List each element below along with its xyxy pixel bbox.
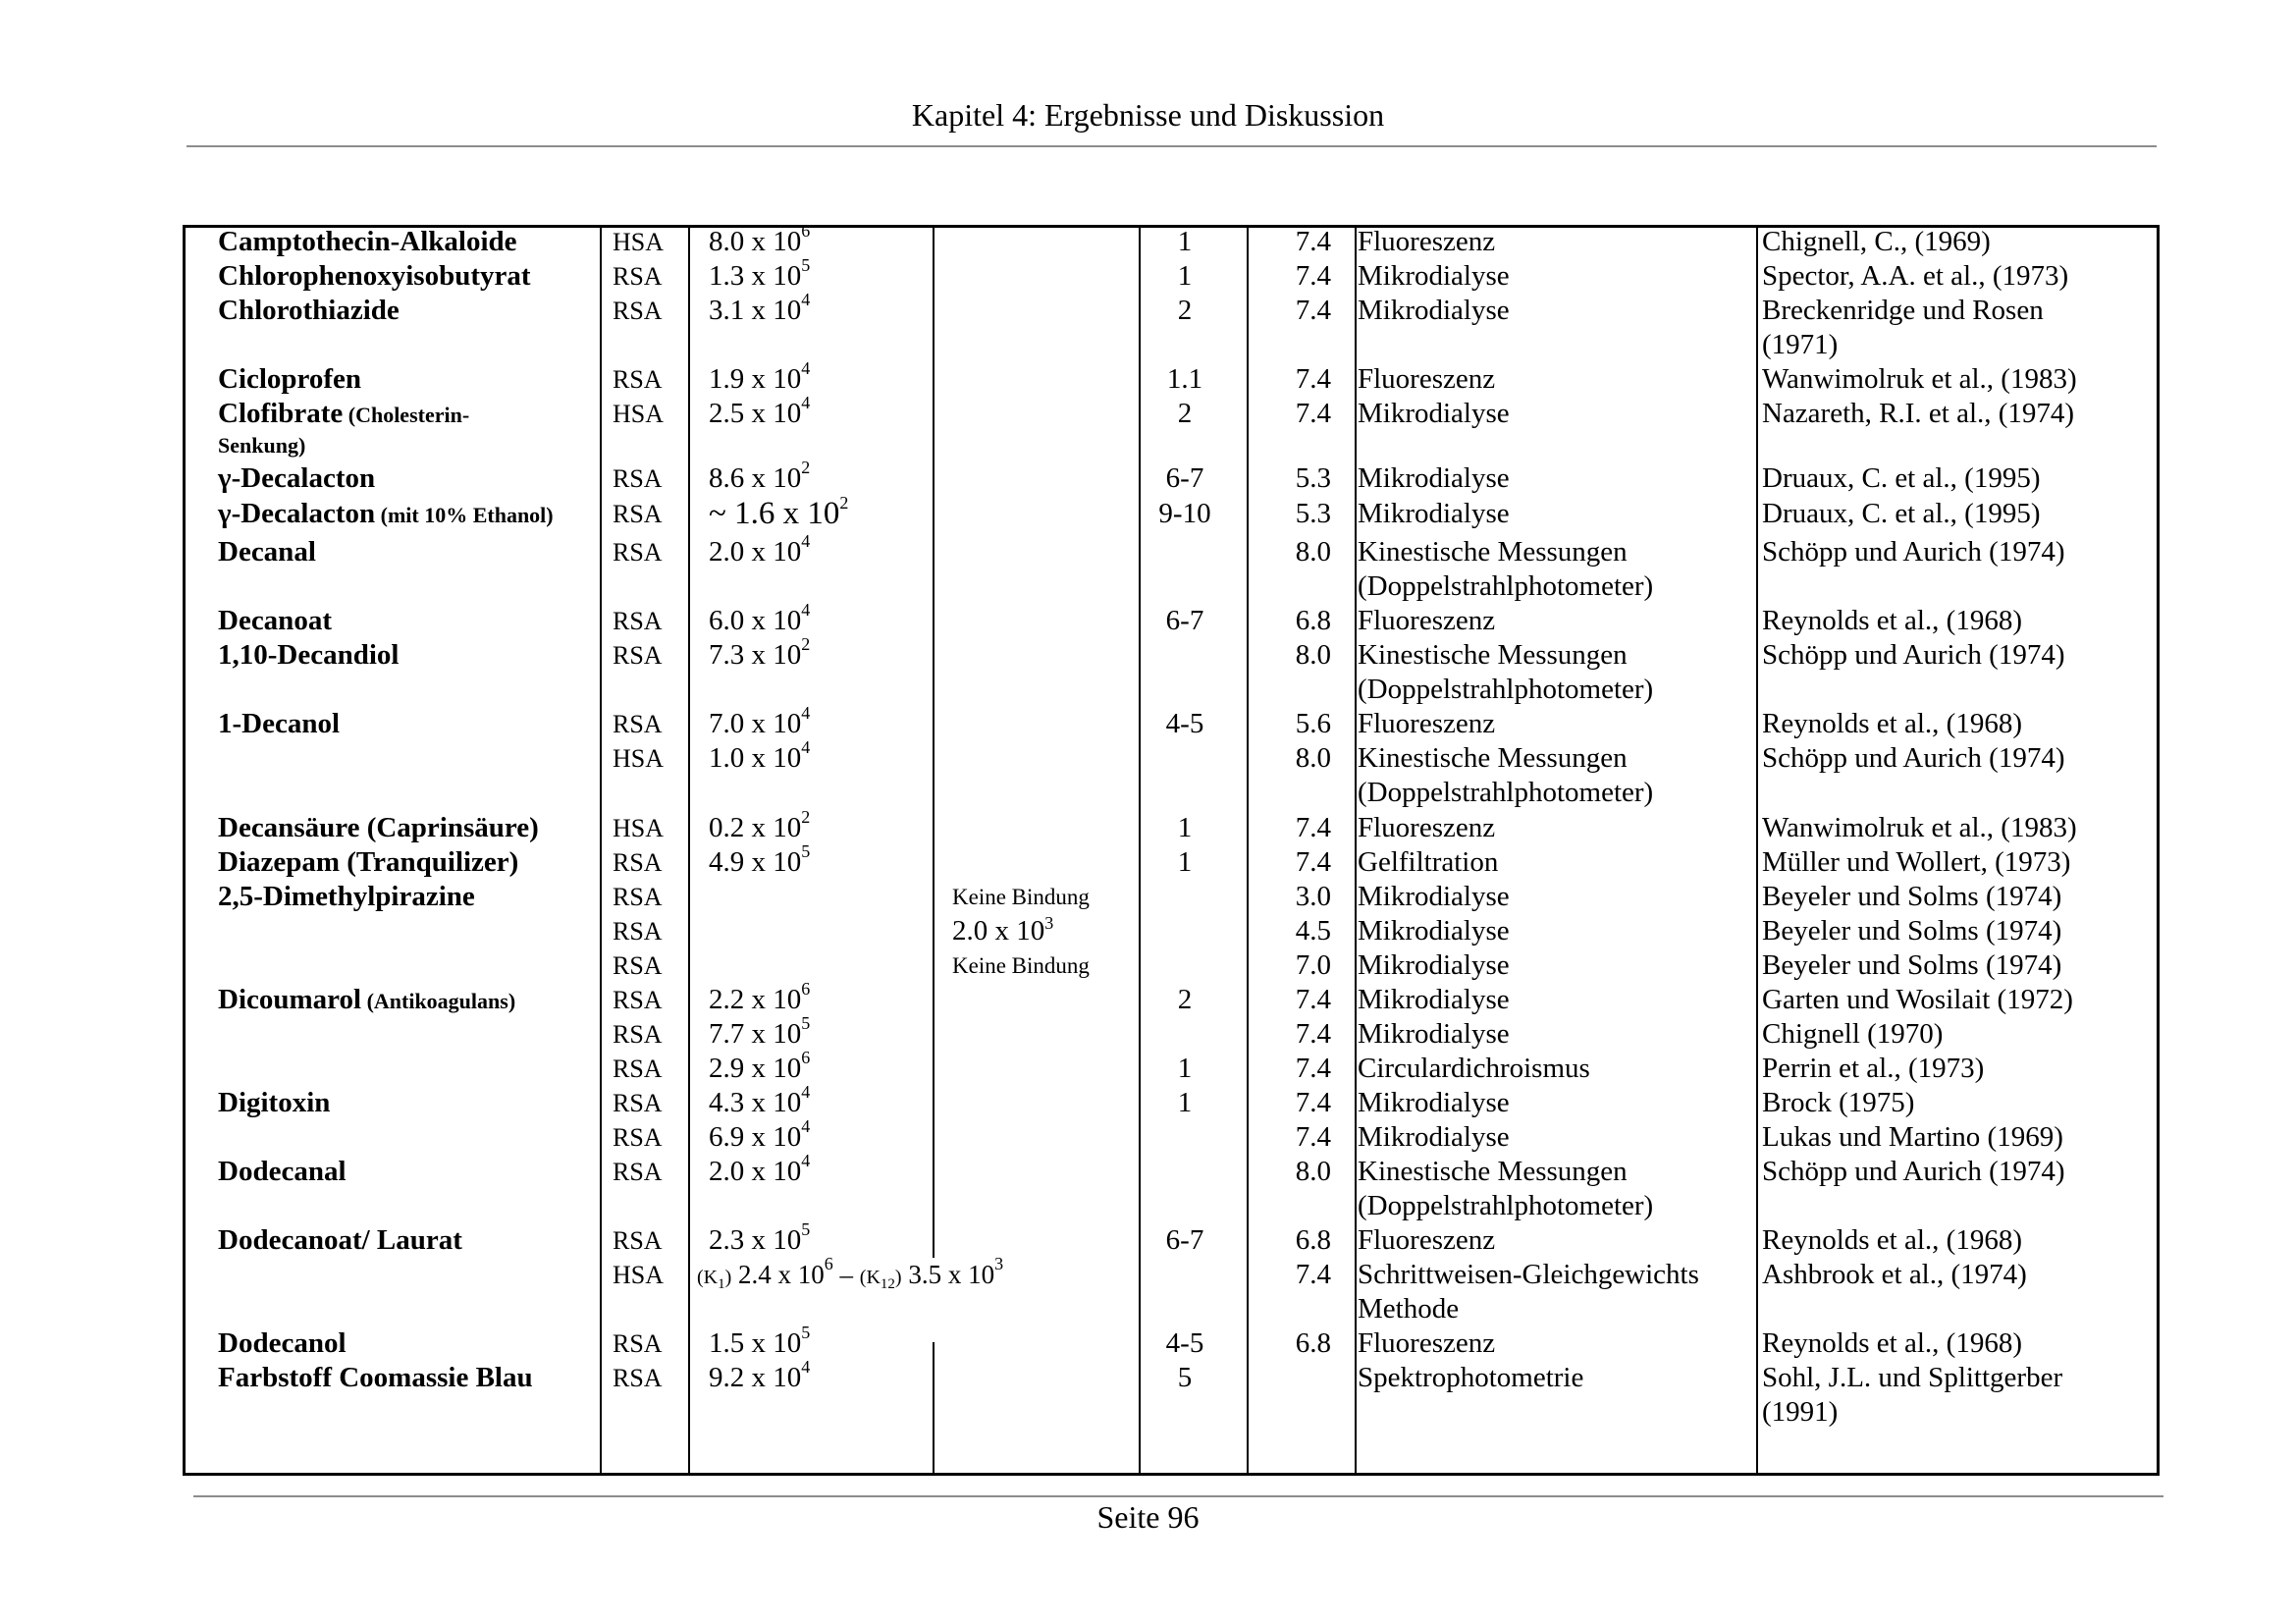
table-row xyxy=(0,1254,2296,1292)
n-cell: 4-5 xyxy=(1165,1327,1204,1359)
ph-cell: 5.3 xyxy=(1295,498,1331,529)
ph-cell: 5.3 xyxy=(1295,462,1331,494)
reference-cell: Brock (1975) xyxy=(1762,1087,1915,1118)
table-row xyxy=(0,948,2296,983)
substance-cell: 2,5-Dimethylpirazine xyxy=(218,881,475,912)
n-cell: 2 xyxy=(1177,295,1193,326)
method-cell: Fluoreszenz xyxy=(1358,363,1496,395)
method-cell: Fluoreszenz xyxy=(1358,812,1496,843)
table-row xyxy=(0,1323,2296,1361)
substance-cell: Dicoumarol (Antikoagulans) xyxy=(218,984,516,1015)
albumin-cell: RSA xyxy=(613,1089,663,1117)
reference-cell: Wanwimolruk et al., (1983) xyxy=(1762,812,2077,843)
ka-cell: 1.3 x $10^5$ xyxy=(709,255,811,292)
table-row xyxy=(0,428,2296,462)
ka-cell: 2.0 x $10^4$ xyxy=(709,1151,811,1187)
substance-cell: Dodecanol xyxy=(218,1327,347,1359)
table-row xyxy=(0,1357,2296,1395)
ka-cell: 2.2 x $10^6$ xyxy=(709,979,811,1015)
table-row xyxy=(0,1013,2296,1052)
method-cell: (Doppelstrahlphotometer) xyxy=(1358,1190,1654,1221)
ph-cell: 7.4 xyxy=(1295,1121,1331,1153)
k12-exponent: 3 xyxy=(994,1254,1004,1273)
ka-exponent: 4 xyxy=(801,531,811,551)
ka-exponent: 6 xyxy=(801,1048,811,1067)
albumin-cell: RSA xyxy=(613,1020,663,1049)
table-row xyxy=(0,841,2296,880)
ka-exponent: 4 xyxy=(801,393,811,412)
ka-exponent: 6 xyxy=(801,979,811,999)
method-cell: Mikrodialyse xyxy=(1358,949,1510,981)
ka-cell: 4.9 x $10^5$ xyxy=(709,841,811,878)
albumin-cell: RSA xyxy=(613,262,663,291)
ka-exponent: 4 xyxy=(801,737,811,757)
n-cell: 6-7 xyxy=(1165,605,1204,636)
table-row xyxy=(0,1189,2296,1223)
substance-cell: Decanoat xyxy=(218,605,332,636)
substance-cell: Dodecanoat/ Laurat xyxy=(218,1224,462,1256)
ph-cell: 7.4 xyxy=(1295,1018,1331,1050)
table-row xyxy=(0,1151,2296,1189)
method-cell: Kinestische Messungen xyxy=(1358,1156,1628,1187)
substance-cell: Senkung) xyxy=(218,433,306,458)
ph-cell: 7.4 xyxy=(1295,1259,1331,1290)
substance-cell: Diazepam (Tranquilizer) xyxy=(218,846,519,878)
reference-cell: Nazareth, R.I. et al., (1974) xyxy=(1762,398,2075,429)
method-cell: (Doppelstrahlphotometer) xyxy=(1358,570,1654,602)
albumin-cell: HSA xyxy=(613,814,665,842)
ph-cell: 7.4 xyxy=(1295,984,1331,1015)
albumin-cell: RSA xyxy=(613,500,663,528)
albumin-cell: HSA xyxy=(613,1261,665,1289)
ka-cell: 7.7 x $10^5$ xyxy=(709,1013,811,1050)
ph-cell: 7.4 xyxy=(1295,846,1331,878)
table-row xyxy=(0,1082,2296,1120)
albumin-cell: HSA xyxy=(613,744,665,773)
n-cell: 9-10 xyxy=(1158,498,1211,529)
reference-cell: Reynolds et al., (1968) xyxy=(1762,605,2022,636)
reference-cell: Perrin et al., (1973) xyxy=(1762,1053,1985,1084)
method-cell: (Doppelstrahlphotometer) xyxy=(1358,777,1654,808)
reference-cell: Breckenridge und Rosen xyxy=(1762,295,2044,326)
ka-exponent: 4 xyxy=(801,358,811,378)
reference-cell: Schöpp und Aurich (1974) xyxy=(1762,536,2065,568)
method-cell: Fluoreszenz xyxy=(1358,1224,1496,1256)
substance-note: (Cholesterin- xyxy=(343,403,470,427)
ka-cell: 1.5 x $10^5$ xyxy=(709,1323,811,1359)
ka-cell: 2.0 x $10^4$ xyxy=(709,531,811,568)
table-row xyxy=(0,1219,2296,1258)
n-cell: 1 xyxy=(1177,260,1193,292)
n-cell: 1 xyxy=(1177,812,1193,843)
ph-cell: 6.8 xyxy=(1295,605,1331,636)
method-cell: Mikrodialyse xyxy=(1358,1121,1510,1153)
ka-exponent: 2 xyxy=(801,634,811,654)
reference-cell: Sohl, J.L. und Splittgerber xyxy=(1762,1362,2063,1393)
method-cell: Spektrophotometrie xyxy=(1358,1362,1584,1393)
substance-cell: Digitoxin xyxy=(218,1087,331,1118)
ph-cell: 6.8 xyxy=(1295,1327,1331,1359)
substance-cell: Camptothecin-Alkaloide xyxy=(218,226,517,257)
albumin-cell: RSA xyxy=(613,538,663,567)
method-cell: Fluoreszenz xyxy=(1358,708,1496,739)
ka-exponent: 2 xyxy=(801,458,811,477)
ka-cell: 1.9 x $10^4$ xyxy=(709,358,811,395)
method-cell: Mikrodialyse xyxy=(1358,984,1510,1015)
table-row xyxy=(0,776,2296,810)
substance-cell: 1-Decanol xyxy=(218,708,341,739)
n-cell: 4-5 xyxy=(1165,708,1204,739)
method-cell: Circulardichroismus xyxy=(1358,1053,1590,1084)
table-row xyxy=(0,807,2296,845)
method-cell: Fluoreszenz xyxy=(1358,1327,1496,1359)
table-row xyxy=(0,531,2296,569)
k2-exponent: 3 xyxy=(1044,913,1054,933)
n-cell: 2 xyxy=(1177,984,1193,1015)
albumin-cell: RSA xyxy=(613,917,663,946)
ka-cell: 8.6 x $10^2$ xyxy=(709,458,811,494)
k2-cell: 2.0 x $10^3$ xyxy=(952,913,1054,947)
table-row xyxy=(0,393,2296,431)
albumin-cell: RSA xyxy=(613,848,663,877)
method-cell: Schrittweisen-Gleichgewichts xyxy=(1358,1259,1699,1290)
ph-cell: 8.0 xyxy=(1295,639,1331,671)
ph-cell: 7.4 xyxy=(1295,1053,1331,1084)
method-cell: Mikrodialyse xyxy=(1358,295,1510,326)
substance-cell: Cicloprofen xyxy=(218,363,362,395)
ka-exponent: 6 xyxy=(801,221,811,241)
method-cell: Gelfiltration xyxy=(1358,846,1499,878)
page-header: Kapitel 4: Ergebnisse und Diskussion xyxy=(911,97,1385,133)
method-cell: Mikrodialyse xyxy=(1358,398,1510,429)
albumin-cell: RSA xyxy=(613,365,663,394)
substance-cell: γ-Decalacton xyxy=(218,462,376,494)
reference-cell: Chignell (1970) xyxy=(1762,1018,1944,1050)
method-cell: Mikrodialyse xyxy=(1358,881,1510,912)
albumin-cell: RSA xyxy=(613,1329,663,1358)
substance-note: (Antikoagulans) xyxy=(361,989,516,1013)
ka-cell: 6.0 x $10^4$ xyxy=(709,600,811,636)
k1-label: $(K_1)$ xyxy=(697,1267,732,1292)
ka-cell: $(K_1)$ 2.4 x $10^6 - (K_{12})$ 3.5 x $10^3$ xyxy=(697,1254,1004,1292)
table-row xyxy=(0,1395,2296,1430)
ph-cell: 4.5 xyxy=(1295,915,1331,947)
ka-exponent: 5 xyxy=(801,1219,811,1239)
table-row xyxy=(0,914,2296,948)
table-row xyxy=(0,221,2296,259)
reference-cell: Reynolds et al., (1968) xyxy=(1762,708,2022,739)
ph-cell: 7.4 xyxy=(1295,1087,1331,1118)
albumin-cell: HSA xyxy=(613,400,665,428)
k2-cell: Keine Bindung xyxy=(952,953,1090,978)
table-row xyxy=(0,673,2296,707)
reference-cell: Lukas und Martino (1969) xyxy=(1762,1121,2063,1153)
albumin-cell: RSA xyxy=(613,464,663,493)
reference-cell: Druaux, C. et al., (1995) xyxy=(1762,462,2041,494)
ka-cell: 1.0 x $10^4$ xyxy=(709,737,811,774)
n-cell: 1 xyxy=(1177,846,1193,878)
albumin-cell: RSA xyxy=(613,1226,663,1255)
albumin-cell: RSA xyxy=(613,297,663,325)
table-row xyxy=(0,1116,2296,1155)
ph-cell: 7.4 xyxy=(1295,260,1331,292)
ka-exponent: 4 xyxy=(801,1082,811,1102)
albumin-cell: RSA xyxy=(613,1123,663,1152)
reference-cell: Schöpp und Aurich (1974) xyxy=(1762,639,2065,671)
ka-cell: 7.3 x $10^2$ xyxy=(709,634,811,671)
ph-cell: 7.4 xyxy=(1295,363,1331,395)
albumin-cell: RSA xyxy=(613,710,663,738)
ka-cell: 9.2 x $10^4$ xyxy=(709,1357,811,1393)
substance-cell: Dodecanal xyxy=(218,1156,347,1187)
ph-cell: 7.4 xyxy=(1295,812,1331,843)
ka-cell: 0.2 x $10^2$ xyxy=(709,807,811,843)
table-row xyxy=(0,703,2296,741)
method-cell: Mikrodialyse xyxy=(1358,1087,1510,1118)
albumin-cell: RSA xyxy=(613,1158,663,1186)
method-cell: (Doppelstrahlphotometer) xyxy=(1358,674,1654,705)
method-cell: Mikrodialyse xyxy=(1358,1018,1510,1050)
table-row xyxy=(0,255,2296,294)
n-cell: 1 xyxy=(1177,1053,1193,1084)
albumin-cell: RSA xyxy=(613,641,663,670)
method-cell: Mikrodialyse xyxy=(1358,498,1510,529)
table-row xyxy=(0,569,2296,604)
substance-cell: Decanal xyxy=(218,536,316,568)
method-cell: Mikrodialyse xyxy=(1358,260,1510,292)
substance-cell: Clofibrate (Cholesterin- xyxy=(218,398,470,429)
ka-exponent: 4 xyxy=(801,600,811,620)
ph-cell: 7.4 xyxy=(1295,295,1331,326)
reference-cell: Druaux, C. et al., (1995) xyxy=(1762,498,2041,529)
ka-exponent: 5 xyxy=(801,1013,811,1033)
ka-cell: 7.0 x $10^4$ xyxy=(709,703,811,739)
reference-cell: Chignell, C., (1969) xyxy=(1762,226,1991,257)
ph-cell: 7.4 xyxy=(1295,398,1331,429)
reference-cell: Wanwimolruk et al., (1983) xyxy=(1762,363,2077,395)
ka-exponent: 2 xyxy=(801,807,811,827)
table-row xyxy=(0,634,2296,673)
ka-cell: ~ 1.6 x $10^2$ xyxy=(709,493,849,531)
ka-exponent: 2 xyxy=(839,493,849,513)
table-row xyxy=(0,328,2296,362)
albumin-cell: RSA xyxy=(613,986,663,1014)
ka-cell: 3.1 x $10^4$ xyxy=(709,290,811,326)
k1-subscript: 1 xyxy=(718,1276,725,1292)
table-row xyxy=(0,358,2296,397)
ka-exponent: 4 xyxy=(801,1151,811,1170)
substance-cell: Chlorothiazide xyxy=(218,295,400,326)
ph-cell: 8.0 xyxy=(1295,1156,1331,1187)
k1-exponent: 6 xyxy=(824,1254,833,1273)
reference-cell: Beyeler und Solms (1974) xyxy=(1762,881,2062,912)
ka-exponent: 5 xyxy=(801,841,811,861)
k2-cell: Keine Bindung xyxy=(952,885,1090,909)
reference-cell: Beyeler und Solms (1974) xyxy=(1762,949,2062,981)
method-cell: Mikrodialyse xyxy=(1358,915,1510,947)
ka-exponent: 4 xyxy=(801,1357,811,1377)
ka-cell: 4.3 x $10^4$ xyxy=(709,1082,811,1118)
ph-cell: 6.8 xyxy=(1295,1224,1331,1256)
table-row xyxy=(0,737,2296,776)
n-cell: 5 xyxy=(1177,1362,1193,1393)
ka-exponent: 4 xyxy=(801,703,811,723)
n-cell: 1 xyxy=(1177,226,1193,257)
reference-cell: Müller und Wollert, (1973) xyxy=(1762,846,2071,878)
ph-cell: 8.0 xyxy=(1295,742,1331,774)
ka-exponent: 5 xyxy=(801,255,811,275)
ph-cell: 7.4 xyxy=(1295,226,1331,257)
table-row xyxy=(0,458,2296,496)
substance-cell: 1,10-Decandiol xyxy=(218,639,400,671)
reference-cell: (1971) xyxy=(1762,329,1839,360)
method-cell: Fluoreszenz xyxy=(1358,605,1496,636)
albumin-cell: RSA xyxy=(613,1364,663,1392)
reference-cell: Beyeler und Solms (1974) xyxy=(1762,915,2062,947)
reference-cell: Spector, A.A. et al., (1973) xyxy=(1762,260,2069,292)
substance-cell: Farbstoff Coomassie Blau xyxy=(218,1362,533,1393)
method-cell: Kinestische Messungen xyxy=(1358,742,1628,774)
ka-cell: 6.9 x $10^4$ xyxy=(709,1116,811,1153)
albumin-cell: RSA xyxy=(613,607,663,635)
reference-cell: Schöpp und Aurich (1974) xyxy=(1762,1156,2065,1187)
k12-subscript: 12 xyxy=(880,1276,895,1292)
n-cell: 6-7 xyxy=(1165,462,1204,494)
method-cell: Kinestische Messungen xyxy=(1358,536,1628,568)
ph-cell: 3.0 xyxy=(1295,881,1331,912)
ka-exponent: 4 xyxy=(801,1116,811,1136)
ka-exponent: 5 xyxy=(801,1323,811,1342)
reference-cell: Schöpp und Aurich (1974) xyxy=(1762,742,2065,774)
substance-cell: Decansäure (Caprinsäure) xyxy=(218,812,539,843)
method-cell: Mikrodialyse xyxy=(1358,462,1510,494)
table-row xyxy=(0,493,2296,531)
table-row xyxy=(0,1292,2296,1326)
reference-cell: Ashbrook et al., (1974) xyxy=(1762,1259,2027,1290)
ka-cell: 8.0 x $10^6$ xyxy=(709,221,811,257)
n-cell: 1.1 xyxy=(1166,363,1203,395)
page-footer: Seite 96 xyxy=(1096,1499,1200,1535)
substance-cell: γ-Decalacton (mit 10% Ethanol) xyxy=(218,498,554,529)
table-row xyxy=(0,600,2296,638)
n-cell: 2 xyxy=(1177,398,1193,429)
method-cell: Kinestische Messungen xyxy=(1358,639,1628,671)
ka-exponent: 4 xyxy=(801,290,811,309)
ph-cell: 7.0 xyxy=(1295,949,1331,981)
reference-cell: Garten und Wosilait (1972) xyxy=(1762,984,2073,1015)
ph-cell: 5.6 xyxy=(1295,708,1331,739)
n-cell: 1 xyxy=(1177,1087,1193,1118)
method-cell: Methode xyxy=(1358,1293,1460,1325)
ka-cell: 2.9 x $10^6$ xyxy=(709,1048,811,1084)
albumin-cell: RSA xyxy=(613,1055,663,1083)
albumin-cell: RSA xyxy=(613,883,663,911)
k12-label: $(K_{12})$ xyxy=(859,1267,902,1292)
albumin-cell: RSA xyxy=(613,951,663,980)
table-row xyxy=(0,880,2296,914)
method-cell: Fluoreszenz xyxy=(1358,226,1496,257)
table-row xyxy=(0,1048,2296,1086)
reference-cell: Reynolds et al., (1968) xyxy=(1762,1224,2022,1256)
albumin-cell: HSA xyxy=(613,228,665,256)
table-row xyxy=(0,290,2296,328)
n-cell: 6-7 xyxy=(1165,1224,1204,1256)
table-row xyxy=(0,979,2296,1017)
reference-cell: (1991) xyxy=(1762,1396,1839,1428)
ph-cell: 8.0 xyxy=(1295,536,1331,568)
ka-cell: 2.3 x $10^5$ xyxy=(709,1219,811,1256)
substance-note: (mit 10% Ethanol) xyxy=(375,503,554,527)
ka-cell: 2.5 x $10^4$ xyxy=(709,393,811,429)
reference-cell: Reynolds et al., (1968) xyxy=(1762,1327,2022,1359)
substance-cell: Chlorophenoxyisobutyrat xyxy=(218,260,531,292)
